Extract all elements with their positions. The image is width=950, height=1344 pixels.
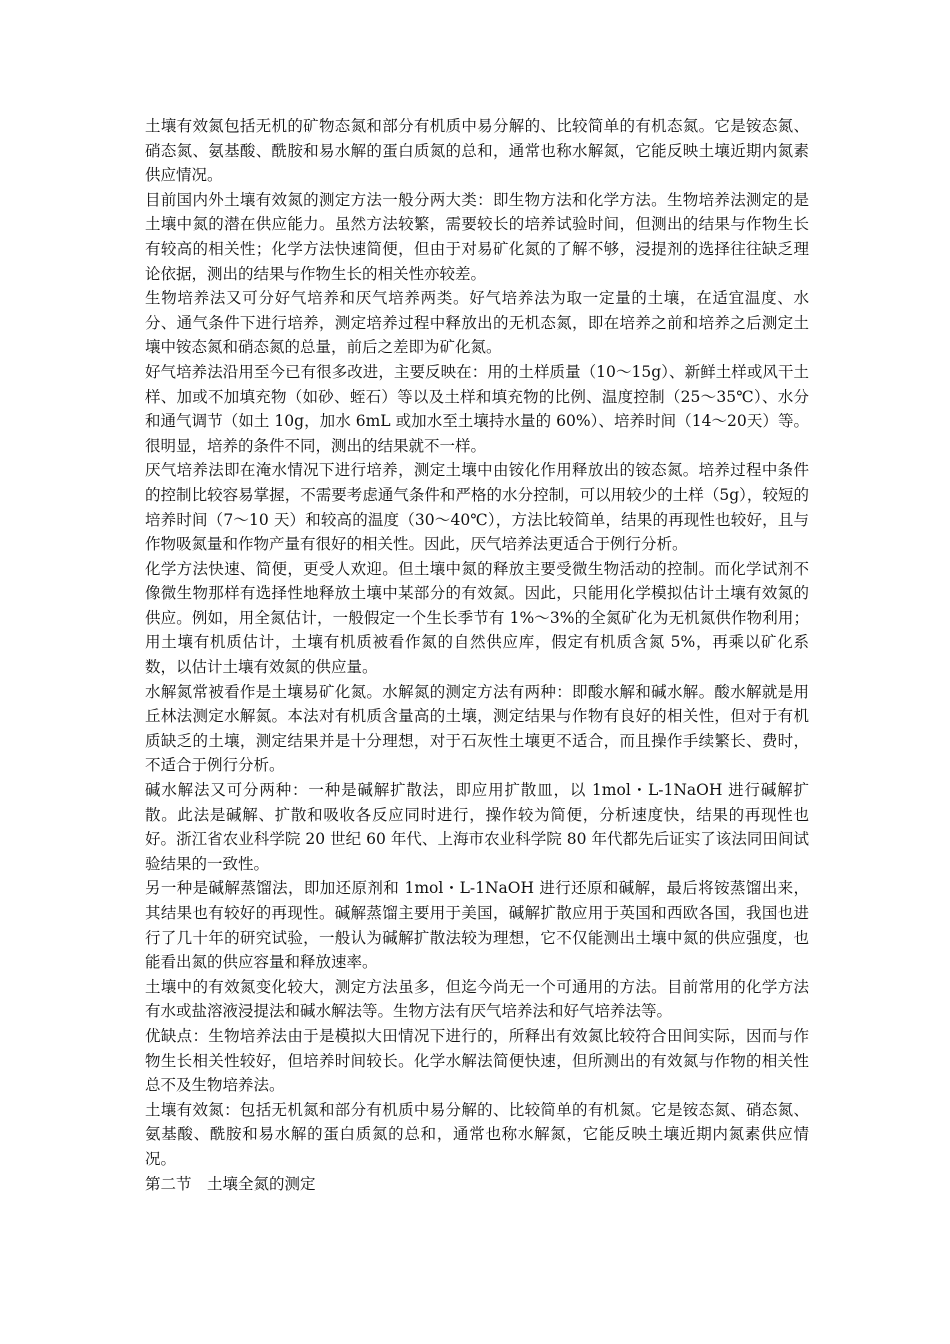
paragraph-measurement-methods: 目前国内外土壤有效氮的测定方法一般分两大类：即生物方法和化学方法。生物培养法测定的是土壤中氮的潜在供应能力。虽然方法较繁，需要较长的培养试验时间，但测出的结果与作物生长有较高的相关性；化学方法快速简便，但由于对易矿化氮的了解不够，浸提剂的选择往往缺乏理论依据，测出的结果与作物生长的相关性亦较差。	[145, 190, 809, 283]
paragraph-alkali-diffusion: 碱水解法又可分两种：一种是碱解扩散法，即应用扩散皿，以 1mol・L-1NaOH 进行碱解扩散。此法是碱解、扩散和吸收各反应同时进行，操作较为简便，分析速度快，结果的再现性也好。浙江省农业科学院 20 世纪 60 年代、上海市农业科学院 80 年代都先后证实了该法同田间试验结果的一致性。	[145, 781, 809, 873]
paragraph-chemical-methods: 化学方法快速、简便，更受人欢迎。但土壤中氮的释放主要受微生物活动的控制。而化学试剂不像微生物那样有选择性地释放土壤中某部分的有效氮。因此，只能用化学模拟估计土壤有效氮的供应。例如，用全氮估计，一般假定一个生长季节有 1%～3%的全氮矿化为无机氮供作物利用；用土壤有机质估计，土壤有机质被看作氮的自然供应库，假定有机质含氮 5%，再乘以矿化系数，以估计土壤有效氮的供应量。	[145, 559, 809, 677]
paragraph-aerobic-culture: 好气培养法沿用至今已有很多改进，主要反映在：用的土样质量（10～15g）、新鲜土样或风干土样、加或不加填充物（如砂、蛭石）等以及土样和填充物的比例、温度控制（25～35℃）、水分和通气调节（如土 10g，加水 6mL 或加水至土壤持水量的 60%）、培养时间（14～20天）等。很明显，培养的条件不同，测出的结果就不一样。	[145, 362, 809, 455]
paragraph-available-nitrogen-summary: 土壤有效氮：包括无机氮和部分有机质中易分解的、比较简单的有机氮。它是铵态氮、硝态氮、氨基酸、酰胺和易水解的蛋白质氮的总和，通常也称水解氮，它能反映土壤近期内氮素供应情况。	[145, 1100, 809, 1168]
paragraph-method-summary: 土壤中的有效氮变化较大，测定方法虽多，但迄今尚无一个可通用的方法。目前常用的化学方法有水或盐溶液浸提法和碱水解法等。生物方法有厌气培养法和好气培养法等。	[145, 977, 809, 1021]
paragraph-anaerobic-culture: 厌气培养法即在淹水情况下进行培养，测定土壤中由铵化作用释放出的铵态氮。培养过程中条件的控制比较容易掌握，不需要考虑通气条件和严格的水分控制，可以用较少的土样（5g），较短的培养时间（7～10 天）和较高的温度（30～40℃），方法比较简单，结果的再现性也较好，且与作物吸氮量和作物产量有很好的相关性。因此，厌气培养法更适合于例行分析。	[145, 461, 809, 554]
paragraph-biological-culture: 生物培养法又可分好气培养和厌气培养两类。好气培养法为取一定量的土壤，在适宜温度、水分、通气条件下进行培养，测定培养过程中释放出的无机态氮，即在培养之前和培养之后测定土壤中铵态氮和硝态氮的总量，前后之差即为矿化氮。	[145, 289, 809, 357]
document-body	[145, 114, 809, 1196]
paragraph-pros-cons: 优缺点：生物培养法由于是模拟大田情况下进行的，所释出有效氮比较符合田间实际，因而与作物生长相关性较好，但培养时间较长。化学水解法简便快速，但所测出的有效氮与作物的相关性总不及生物培养法。	[145, 1026, 809, 1095]
paragraph-alkali-distillation: 另一种是碱解蒸馏法，即加还原剂和 1mol・L-1NaOH 进行还原和碱解，最后将铵蒸馏出来，其结果也有较好的再现性。碱解蒸馏主要用于美国，碱解扩散应用于英国和西欧各国，我国也进行了几十年的研究试验，一般认为碱解扩散法较为理想，它不仅能测出土壤中氮的供应强度，也能看出氮的供应容量和释放速率。	[145, 879, 809, 972]
paragraph-hydrolyzable-nitrogen: 水解氮常被看作是土壤易矿化氮。水解氮的测定方法有两种：即酸水解和碱水解。酸水解就是用丘林法测定水解氮。本法对有机质含量高的土壤，测定结果与作物有良好的相关性，但对于有机质缺乏的土壤，测定结果并是十分理想，对于石灰性土壤更不适合，而且操作手续繁长、费时，不适合于例行分析。	[145, 682, 809, 775]
section-heading: 第二节 土壤全氮的测定	[145, 1174, 316, 1193]
paragraph-available-nitrogen-definition: 土壤有效氮包括无机的矿物态氮和部分有机质中易分解的、比较简单的有机态氮。它是铵态氮、硝态氮、氨基酸、酰胺和易水解的蛋白质氮的总和，通常也称水解氮，它能反映土壤近期内氮素供应情况。	[145, 117, 809, 185]
